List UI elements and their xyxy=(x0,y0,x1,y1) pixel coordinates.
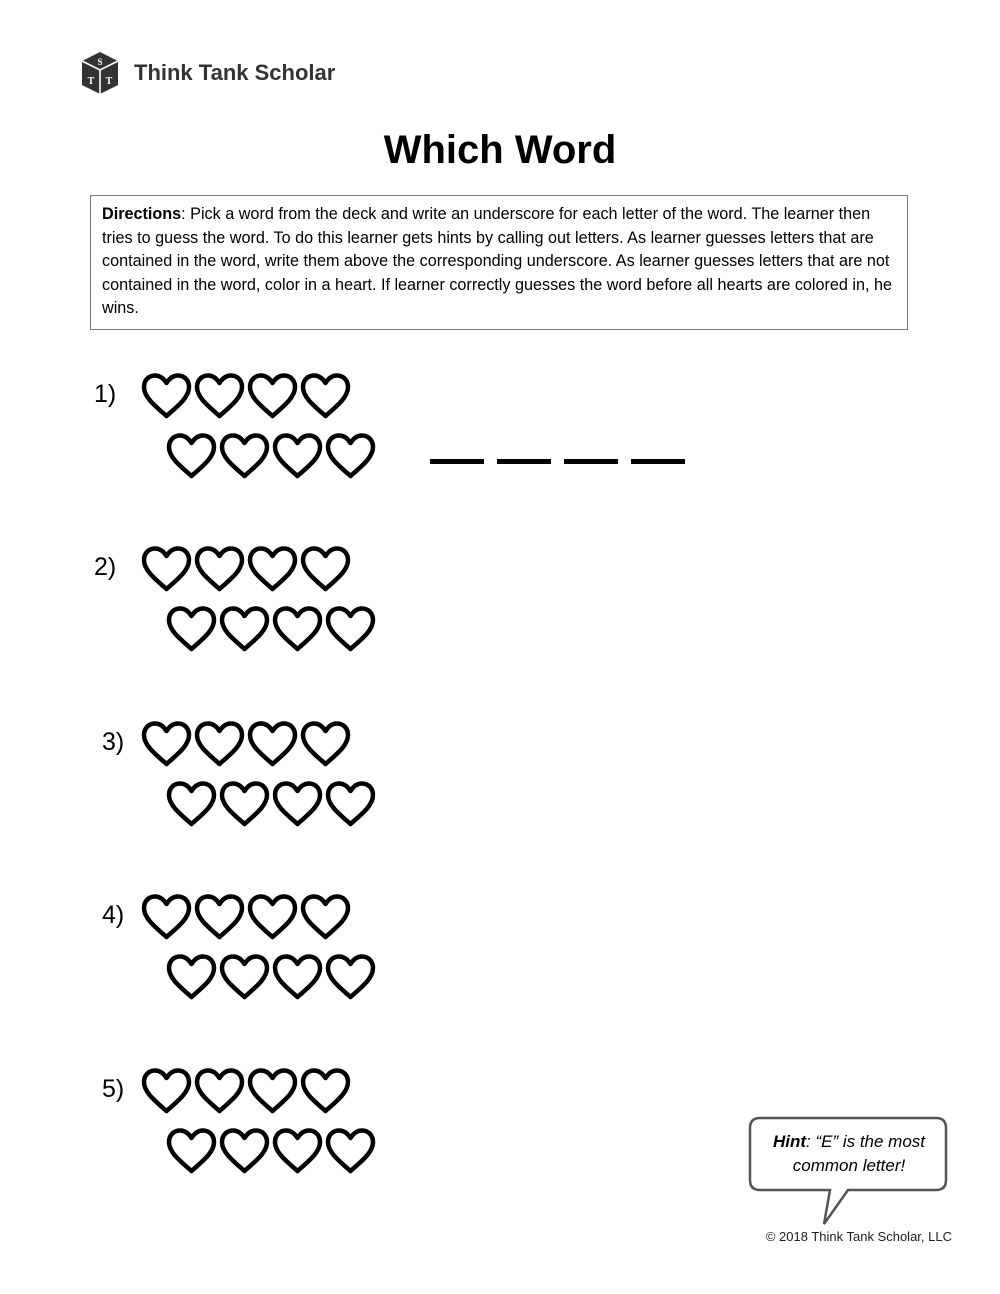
heart-outline-icon[interactable] xyxy=(271,432,324,480)
round-label: 4) xyxy=(102,901,125,929)
logo-letter-left: T xyxy=(87,76,95,87)
hearts-row xyxy=(140,545,352,593)
heart-outline-icon[interactable] xyxy=(218,432,271,480)
round-label: 3) xyxy=(102,728,125,756)
hint-text xyxy=(752,1130,946,1178)
brand-header xyxy=(80,50,335,96)
letter-blank xyxy=(631,459,685,464)
letter-blank xyxy=(497,459,551,464)
heart-outline-icon[interactable] xyxy=(165,953,218,1001)
logo-letter-top: S xyxy=(97,57,103,67)
directions-box xyxy=(90,195,908,330)
heart-outline-icon[interactable] xyxy=(165,1127,218,1175)
heart-outline-icon[interactable] xyxy=(218,780,271,828)
heart-outline-icon[interactable] xyxy=(271,605,324,653)
hint-label: Hint xyxy=(772,1132,806,1151)
round-label: 1) xyxy=(94,380,117,408)
heart-outline-icon[interactable] xyxy=(218,953,271,1001)
heart-outline-icon[interactable] xyxy=(299,372,352,420)
round-label: 2) xyxy=(94,553,117,581)
logo-letter-right: T xyxy=(105,76,113,87)
heart-outline-icon[interactable] xyxy=(193,720,246,768)
heart-outline-icon[interactable] xyxy=(165,432,218,480)
letter-blank xyxy=(564,459,618,464)
directions-text: : Pick a word from the deck and write an underscore for each letter of the word. The learner then tries to guess the word. To do this learner gets hints by calling out letters. As learner guesses letters that are contained in the word, write them above the corresponding underscore. As learner guesses letters that are not contained in the word, color in a heart. If learner correctly guesses the word before all hearts are colored in, he wins. xyxy=(102,205,893,317)
heart-outline-icon[interactable] xyxy=(324,432,377,480)
heart-outline-icon[interactable] xyxy=(271,1127,324,1175)
heart-outline-icon[interactable] xyxy=(193,1067,246,1115)
heart-outline-icon[interactable] xyxy=(324,605,377,653)
cube-logo-icon xyxy=(80,50,120,96)
hearts-row xyxy=(165,953,377,1001)
heart-outline-icon[interactable] xyxy=(165,605,218,653)
round-label: 5) xyxy=(102,1075,125,1103)
heart-outline-icon[interactable] xyxy=(246,545,299,593)
heart-outline-icon[interactable] xyxy=(218,605,271,653)
heart-outline-icon[interactable] xyxy=(271,953,324,1001)
heart-outline-icon[interactable] xyxy=(271,780,324,828)
heart-outline-icon[interactable] xyxy=(246,1067,299,1115)
heart-outline-icon[interactable] xyxy=(218,1127,271,1175)
hearts-row xyxy=(140,1067,352,1115)
hearts-row xyxy=(140,720,352,768)
heart-outline-icon[interactable] xyxy=(246,720,299,768)
heart-outline-icon[interactable] xyxy=(193,545,246,593)
heart-outline-icon[interactable] xyxy=(140,545,193,593)
brand-name: Think Tank Scholar xyxy=(134,60,336,85)
heart-outline-icon[interactable] xyxy=(246,893,299,941)
heart-outline-icon[interactable] xyxy=(140,893,193,941)
hearts-row xyxy=(165,432,377,480)
heart-outline-icon[interactable] xyxy=(140,372,193,420)
heart-outline-icon[interactable] xyxy=(299,1067,352,1115)
heart-outline-icon[interactable] xyxy=(299,720,352,768)
hearts-row xyxy=(140,893,352,941)
hearts-row xyxy=(165,780,377,828)
heart-outline-icon[interactable] xyxy=(193,893,246,941)
hint-body: : “E” is the most common letter! xyxy=(792,1132,926,1175)
directions-label: Directions xyxy=(102,205,182,223)
heart-outline-icon[interactable] xyxy=(324,1127,377,1175)
heart-outline-icon[interactable] xyxy=(140,720,193,768)
heart-outline-icon[interactable] xyxy=(324,953,377,1001)
heart-outline-icon[interactable] xyxy=(299,545,352,593)
letter-blank xyxy=(430,459,484,464)
page-title: Which Word xyxy=(383,128,617,172)
heart-outline-icon[interactable] xyxy=(299,893,352,941)
heart-outline-icon[interactable] xyxy=(140,1067,193,1115)
hearts-row xyxy=(165,1127,377,1175)
hearts-row xyxy=(140,372,352,420)
hearts-row xyxy=(165,605,377,653)
copyright: © 2018 Think Tank Scholar, LLC xyxy=(765,1229,952,1244)
heart-outline-icon[interactable] xyxy=(165,780,218,828)
heart-outline-icon[interactable] xyxy=(246,372,299,420)
heart-outline-icon[interactable] xyxy=(324,780,377,828)
heart-outline-icon[interactable] xyxy=(193,372,246,420)
